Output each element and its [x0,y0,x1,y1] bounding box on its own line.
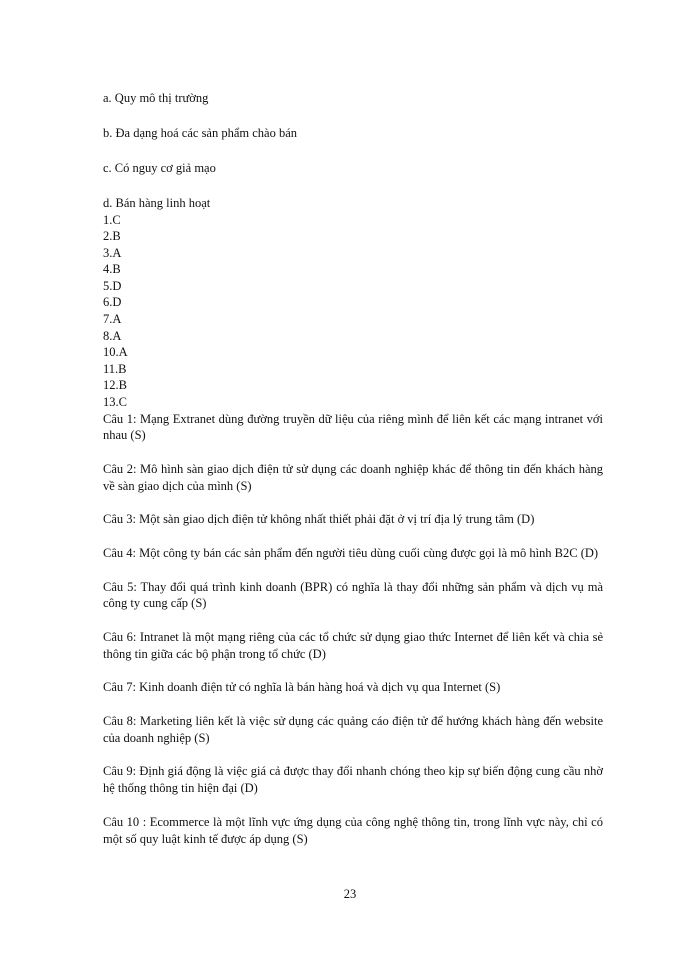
option-b: b. Đa dạng hoá các sản phẩm chào bán [103,126,298,140]
question-5: Câu 5: Thay đổi quá trình kinh doanh (BPR) có nghĩa là thay đổi những sản phẩm và dịch vụ mà công ty cung cấp (S) [103,579,603,611]
question-10: Câu 10 : Ecommerce là một lĩnh vực ứng dụng của công nghệ thông tin, trong lĩnh vực này, chỉ có một số quy luật kinh tế được áp dụng (S) [103,814,603,846]
answer-key-item: 1.C [103,212,121,227]
page-number: 23 [343,887,357,901]
question-7: Câu 7: Kinh doanh điện tử có nghĩa là bán hàng hoá và dịch vụ qua Internet (S) [103,680,501,695]
answer-key-item: 3.A [103,245,122,260]
answer-key-item: 12.B [103,378,127,393]
option-d: d. Bán hàng linh hoạt [103,196,211,210]
question-2: Câu 2: Mô hình sàn giao dịch điện tử sử dụng các doanh nghiệp khác để thông tin đến khách hàng về sàn giao dịch của mình (S) [103,462,603,493]
option-c: c. Có nguy cơ giả mạo [103,161,216,175]
answer-key-item: 11.B [103,361,127,376]
question-4: Câu 4: Một công ty bán các sản phẩm đến người tiêu dùng cuối cùng được gọi là mô hình B2C (D) [103,546,599,560]
option-a: a. Quy mô thị trường [103,91,209,105]
answer-key-item: 4.B [103,262,121,277]
question-8: Câu 8: Marketing liên kết là việc sử dụng các quảng cáo điện tử để hướng khách hàng đến website của doanh nghiệp (S) [103,713,603,745]
answer-key-item: 7.A [103,312,122,327]
answer-key-item: 6.D [103,295,122,310]
answer-key-item: 5.D [103,278,122,293]
question-1: Câu 1: Mạng Extranet dùng đường truyền dữ liệu của riêng mình để liên kết các mạng intranet với nhau (S) [103,411,603,443]
question-6: Câu 6: Intranet là một mạng riêng của các tổ chức sử dụng giao thức Internet để liên kết và chia sẻ thông tin giữa các bộ phận trong tổ chức (D) [103,629,603,661]
answer-key-item: 13.C [103,395,127,410]
question-3: Câu 3: Một sàn giao dịch điện tử không nhất thiết phải đặt ở vị trí địa lý trung tâm (D) [103,512,535,527]
answer-key-list [103,212,603,411]
document-page [103,90,603,864]
answer-key-item: 8.A [103,328,122,343]
answer-key-item: 2.B [103,229,121,244]
question-9: Câu 9: Định giá động là việc giá cả được thay đổi nhanh chóng theo kịp sự biến động cung cầu nhờ hệ thống thông tin hiện đại (D) [103,764,603,796]
answer-key-item: 10.A [103,345,128,360]
